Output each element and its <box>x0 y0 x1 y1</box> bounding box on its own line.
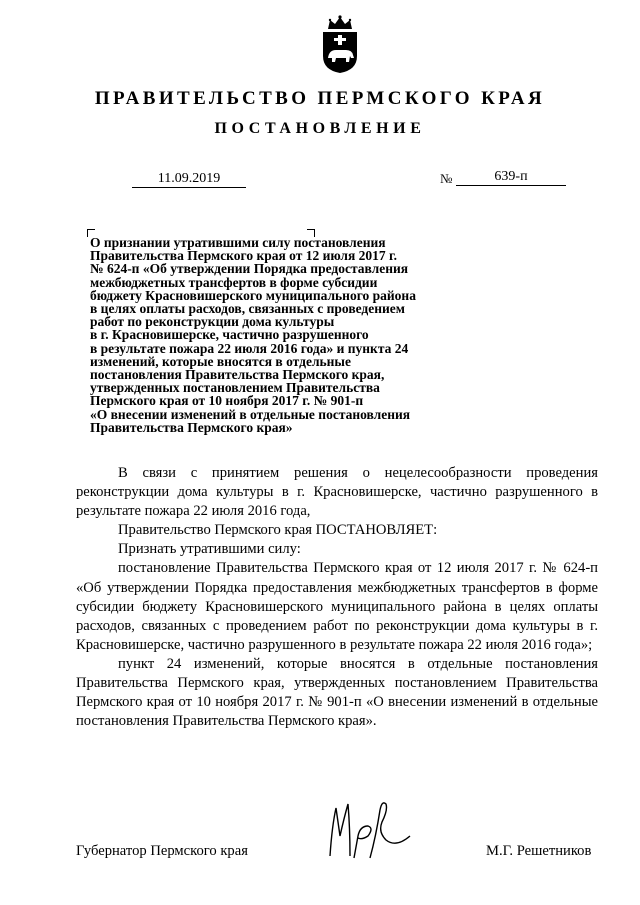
subject-line: в результате пожара 22 июля 2016 года» и пункта 24 <box>90 340 409 356</box>
handwritten-signature-icon <box>324 796 414 868</box>
document-number: 639-п <box>456 169 566 186</box>
subject-line: утвержденных постановлением Правительства <box>90 380 380 396</box>
body-paragraph: В связи с принятием решения о нецелесообразности проведения реконструкции дома культуры в г. Красновишерске, частично разрушенного в результате пожара 22 июля 2016 года, <box>76 465 598 520</box>
document-body <box>76 464 598 731</box>
subject-line: «О внесении изменений в отдельные постановления <box>90 406 411 422</box>
signatory-position: Губернатор Пермского края <box>76 843 248 859</box>
signatory-name: М.Г. Решетников <box>486 843 592 859</box>
body-paragraph: Признать утратившими силу: <box>118 541 301 558</box>
subject-line: изменений, которые вносятся в отдельные <box>90 353 351 369</box>
document-type: ПОСТАНОВЛЕНИЕ <box>214 120 426 137</box>
perm-krai-coat-of-arms-icon <box>319 14 361 74</box>
subject-line: Пермского края от 10 ноября 2017 г. № 901-п <box>90 393 364 409</box>
body-paragraph: Правительство Пермского края ПОСТАНОВЛЯЕТ: <box>118 522 438 539</box>
subject-line: межбюджетных трансфертов в форме субсидии <box>90 274 378 290</box>
subject-line: бюджету Красновишерского муниципального района <box>90 287 416 303</box>
subject-line: Правительства Пермского края от 12 июля 2017 г. <box>90 248 397 264</box>
organization-title: ПРАВИТЕЛЬСТВО ПЕРМСКОГО КРАЯ <box>94 88 546 109</box>
number-label: № <box>440 171 453 186</box>
body-paragraph: постановление Правительства Пермского края от 12 июля 2017 г. № 624-п «Об утверждении Порядка предоставления межбюджетных трансфертов в форме субсидии бюджету Красновишерского муниципального района в целях оплаты расходов, связанных с проведением работ по реконструкции дома культуры в г. Красновишерске, частично разрушенного в результате пожара 22 июля 2016 года»; <box>76 560 598 653</box>
document-subject <box>90 236 450 434</box>
subject-line: № 624-п «Об утверждении Порядка предоставления <box>90 261 409 277</box>
subject-line: в г. Красновишерске, частично разрушенного <box>90 327 369 343</box>
subject-line: О признании утратившими силу постановления <box>90 235 386 250</box>
subject-line: работ по реконструкции дома культуры <box>90 314 335 330</box>
body-paragraph: пункт 24 изменений, которые вносятся в отдельные постановления Правительства Пермского края, утвержденных постановлением Правительства Пермского края от 10 ноября 2017 г. № 901-п «О внесении изменений в отдельные постановления Правительства Пермского края». <box>76 655 598 730</box>
document-date: 11.09.2019 <box>132 171 246 188</box>
subject-line: Правительства Пермского края» <box>90 419 293 435</box>
subject-line: постановления Правительства Пермского края, <box>90 367 385 383</box>
subject-line: в целях оплаты расходов, связанных с проведением <box>90 301 405 317</box>
